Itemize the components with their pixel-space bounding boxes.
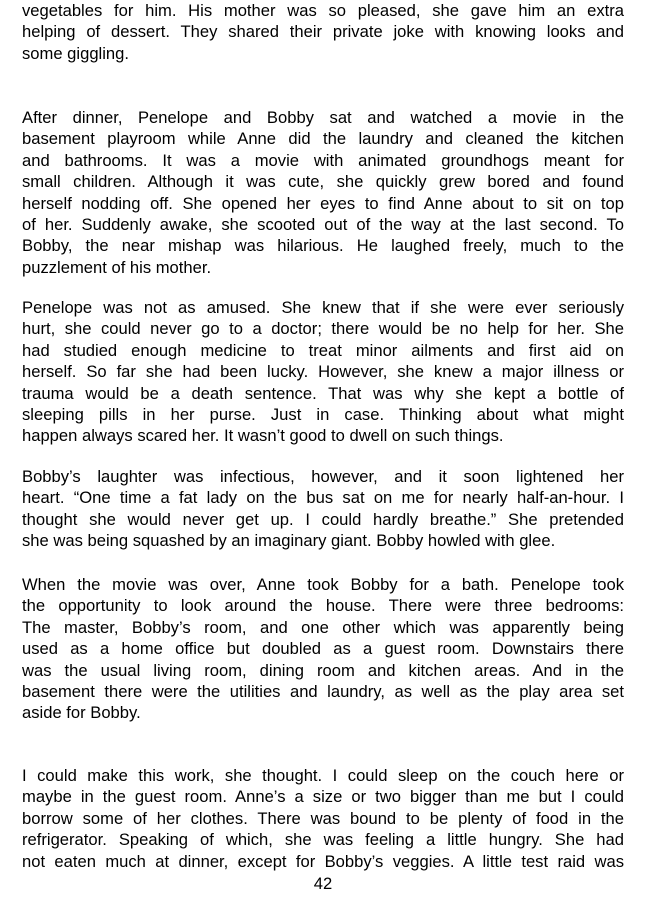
text-line: small children. Although it was cute, she quickly grew bored and found (22, 172, 624, 192)
text-line: and bathrooms. It was a movie with animated groundhogs meant for (22, 150, 624, 170)
paragraph-2 (22, 107, 624, 278)
text-line: borrow some of her clothes. There was bound to be plenty of food in the (22, 808, 624, 828)
text-line: happen always scared her. It wasn’t good to dwell on such things. (22, 426, 504, 446)
paragraph-6 (22, 765, 624, 872)
text-line: sleeping pills in her purse. Just in case. Thinking about what might (22, 404, 624, 424)
text-line: basement there were the utilities and laundry, as well as the play area set (22, 681, 624, 701)
text-line: refrigerator. Speaking of which, she was feeling a little hungry. She had (22, 830, 624, 850)
text-line: thought she would never get up. I could hardly breathe.” She pretended (22, 509, 624, 529)
text-line: Bobby, the near mishap was hilarious. He laughed freely, much to the (22, 236, 624, 256)
text-line: The master, Bobby’s room, and one other which was apparently being (22, 617, 624, 637)
text-line: had studied enough medicine to treat minor ailments and first aid on (22, 340, 624, 360)
text-line: helping of dessert. They shared their private joke with knowing looks and (22, 22, 624, 42)
text-line: was the usual living room, dining room and kitchen areas. And in the (22, 660, 624, 680)
text-line: I could make this work, she thought. I could sleep on the couch here or (22, 766, 624, 785)
text-line: hurt, she could never go to a doctor; there would be no help for her. She (22, 319, 624, 339)
page-number: 42 (313, 874, 333, 893)
text-line: After dinner, Penelope and Bobby sat and watched a movie in the (22, 108, 624, 127)
paragraph-5 (22, 574, 624, 724)
text-line: herself nodding off. She opened her eyes to find Anne about to sit on top (22, 193, 624, 213)
text-line: used as a home office but doubled as a guest room. Downstairs there (22, 639, 624, 659)
paragraph-3 (22, 297, 624, 447)
text-line: not eaten much at dinner, except for Bobby’s veggies. A little test raid was (22, 851, 624, 871)
text-line: Penelope was not as amused. She knew that if she were ever seriously (22, 298, 624, 317)
text-line: herself. So far she had been lucky. However, she knew a major illness or (22, 362, 624, 382)
text-line: of her. Suddenly awake, she scooted out of the way at the last second. To (22, 214, 624, 234)
text-line: vegetables for him. His mother was so pleased, she gave him an extra (22, 1, 624, 20)
text-line: When the movie was over, Anne took Bobby for a bath. Penelope took (22, 575, 624, 594)
text-line: puzzlement of his mother. (22, 257, 212, 277)
paragraph-1 (22, 0, 624, 64)
text-line: trauma would be a death sentence. That was why she kept a bottle of (22, 383, 624, 403)
text-line: basement playroom while Anne did the laundry and cleaned the kitchen (22, 129, 624, 149)
text-line: aside for Bobby. (22, 703, 141, 723)
text-line: she was being squashed by an imaginary giant. Bobby howled with glee. (22, 531, 556, 551)
text-line: the opportunity to look around the house. There were three bedrooms: (22, 596, 624, 616)
paragraph-4 (22, 466, 624, 552)
text-line: heart. “One time a fat lady on the bus sat on me for nearly half-an-hour. I (22, 488, 624, 508)
text-line: Bobby’s laughter was infectious, however, and it soon lightened her (22, 467, 624, 486)
text-line: maybe in the guest room. Anne’s a size or two bigger than me but I could (22, 787, 624, 807)
text-line: some giggling. (22, 43, 130, 63)
